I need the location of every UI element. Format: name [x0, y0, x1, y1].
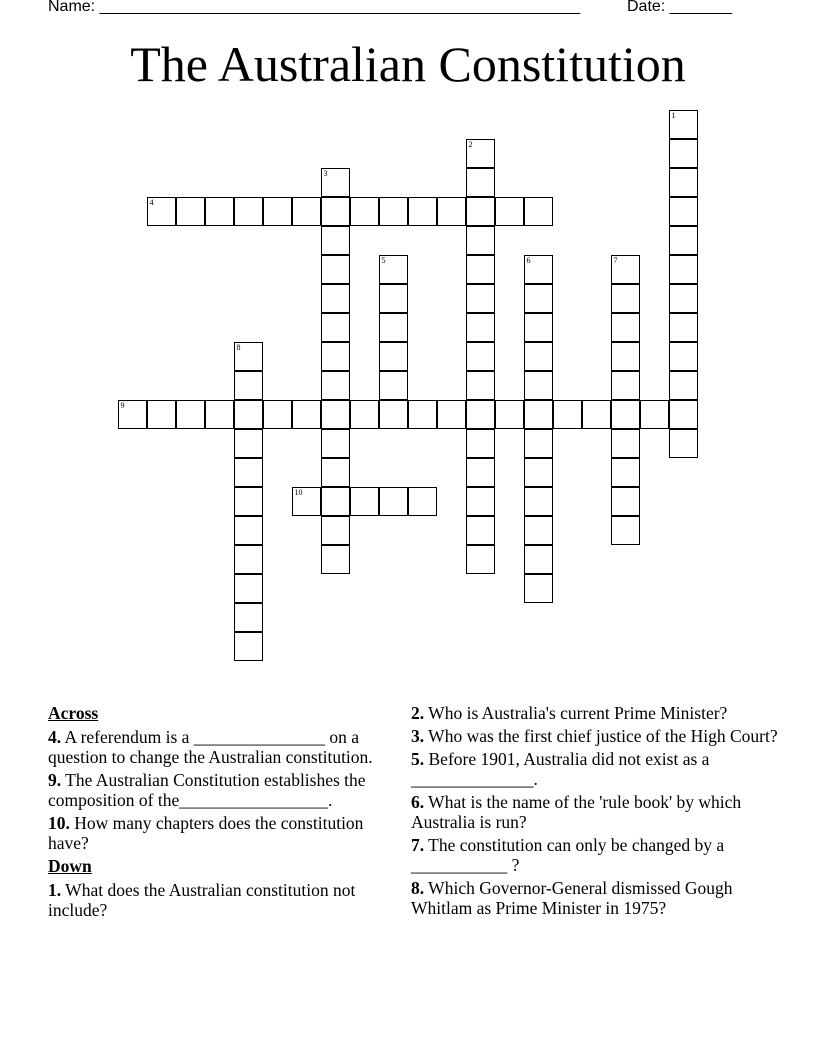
- crossword-cell[interactable]: [234, 429, 263, 458]
- crossword-cell[interactable]: [669, 255, 698, 284]
- crossword-cell[interactable]: [466, 458, 495, 487]
- crossword-cell[interactable]: [379, 284, 408, 313]
- crossword-cell[interactable]: [466, 313, 495, 342]
- clue-across-10: [48, 813, 393, 853]
- clue-text: What is the name of the 'rule book' by which Australia is run?: [411, 792, 742, 832]
- page-title: The Australian Constitution: [130, 36, 686, 92]
- crossword-cell[interactable]: [205, 400, 234, 429]
- crossword-cell[interactable]: [524, 487, 553, 516]
- crossword-cell[interactable]: [466, 429, 495, 458]
- crossword-cell[interactable]: [669, 284, 698, 313]
- clue-text: A referendum is a _______________ on a question to change the Australian constitution.: [48, 727, 373, 767]
- clue-number: 3.: [411, 726, 425, 746]
- crossword-cell[interactable]: [553, 400, 582, 429]
- crossword-cell[interactable]: [524, 342, 553, 371]
- crossword-cell[interactable]: [524, 371, 553, 400]
- crossword-cell[interactable]: [611, 429, 640, 458]
- crossword-cell[interactable]: [466, 197, 495, 226]
- crossword-cell[interactable]: [234, 632, 263, 661]
- crossword-cell[interactable]: [379, 313, 408, 342]
- clue-number: 2.: [411, 703, 425, 723]
- crossword-cell[interactable]: [611, 487, 640, 516]
- clue-number-label: 7: [613, 256, 618, 265]
- crossword-cell[interactable]: [321, 487, 350, 516]
- clue-number: 4.: [48, 727, 62, 747]
- crossword-cell[interactable]: [437, 400, 466, 429]
- crossword-cell[interactable]: [176, 400, 205, 429]
- clue-number: 9.: [48, 770, 62, 790]
- crossword-cell[interactable]: [466, 284, 495, 313]
- crossword-cell[interactable]: [321, 226, 350, 255]
- clue-across-9: [48, 770, 393, 810]
- crossword-cell[interactable]: [669, 371, 698, 400]
- crossword-cell[interactable]: [669, 226, 698, 255]
- crossword-cell[interactable]: [466, 371, 495, 400]
- crossword-cell[interactable]: [524, 458, 553, 487]
- crossword-cell[interactable]: [669, 429, 698, 458]
- clue-down-2: [411, 703, 781, 723]
- clue-number-label: 10: [294, 488, 303, 497]
- crossword-cell[interactable]: [466, 255, 495, 284]
- across-heading: Across: [48, 703, 99, 723]
- crossword-cell[interactable]: [321, 255, 350, 284]
- clue-number-label: 4: [149, 198, 154, 207]
- crossword-cell[interactable]: [669, 110, 698, 139]
- clue-down-3: [411, 726, 781, 746]
- crossword-cell[interactable]: [205, 197, 234, 226]
- crossword-cell[interactable]: [582, 400, 611, 429]
- crossword-cell[interactable]: [466, 400, 495, 429]
- clue-number: 5.: [411, 749, 425, 769]
- clue-text: Who is Australia's current Prime Minister?: [424, 703, 728, 723]
- crossword-cell[interactable]: [669, 168, 698, 197]
- crossword-cell[interactable]: [524, 545, 553, 574]
- crossword-cell[interactable]: [234, 603, 263, 632]
- clue-text: Who was the first chief justice of the High Court?: [424, 726, 778, 746]
- clue-number: 1.: [48, 880, 62, 900]
- crossword-cell[interactable]: [379, 342, 408, 371]
- crossword-cell[interactable]: [669, 197, 698, 226]
- crossword-cell[interactable]: [640, 400, 669, 429]
- clue-down-5: [411, 749, 781, 789]
- crossword-cell[interactable]: [234, 458, 263, 487]
- crossword-cell[interactable]: [495, 197, 524, 226]
- crossword-cell[interactable]: [321, 168, 350, 197]
- date-field[interactable]: Date: _______: [627, 0, 732, 15]
- crossword-cell[interactable]: [321, 313, 350, 342]
- clue-number-label: 2: [468, 140, 473, 149]
- clue-text: Which Governor-General dismissed Gough Whitlam as Prime Minister in 1975?: [411, 878, 733, 918]
- crossword-cell[interactable]: [611, 516, 640, 545]
- clue-down-7: [411, 835, 781, 875]
- crossword-cell[interactable]: [234, 371, 263, 400]
- down-heading: Down: [48, 856, 92, 876]
- crossword-cell[interactable]: [611, 371, 640, 400]
- clue-number-label: 3: [323, 169, 328, 178]
- crossword-cell[interactable]: [408, 197, 437, 226]
- crossword-cell[interactable]: [234, 516, 263, 545]
- crossword-cell[interactable]: [234, 197, 263, 226]
- crossword-cell[interactable]: [611, 284, 640, 313]
- crossword-cell[interactable]: [611, 313, 640, 342]
- crossword-cell[interactable]: [524, 400, 553, 429]
- crossword-cell[interactable]: [234, 400, 263, 429]
- crossword-cell[interactable]: [263, 400, 292, 429]
- clue-text: Before 1901, Australia did not exist as a ______________.: [411, 749, 710, 789]
- crossword-cell[interactable]: [350, 487, 379, 516]
- crossword-cell[interactable]: [321, 516, 350, 545]
- crossword-cell[interactable]: [466, 226, 495, 255]
- crossword-cell[interactable]: [379, 371, 408, 400]
- clue-down-6: [411, 792, 781, 832]
- crossword-cell[interactable]: [321, 545, 350, 574]
- clue-number-label: 5: [381, 256, 386, 265]
- clue-number-label: 1: [671, 111, 676, 120]
- crossword-cell[interactable]: [524, 574, 553, 603]
- clue-number-label: 8: [236, 343, 241, 352]
- crossword-cell[interactable]: [466, 545, 495, 574]
- clue-number-label: 6: [526, 256, 531, 265]
- crossword-cell[interactable]: [292, 400, 321, 429]
- crossword-cell[interactable]: [379, 197, 408, 226]
- clue-across-4: [48, 727, 393, 767]
- crossword-cell[interactable]: [350, 197, 379, 226]
- crossword-cell[interactable]: [669, 313, 698, 342]
- crossword-cell[interactable]: [466, 487, 495, 516]
- crossword-cell[interactable]: [466, 168, 495, 197]
- crossword-cell[interactable]: [524, 313, 553, 342]
- crossword-cell[interactable]: [408, 400, 437, 429]
- crossword-cell[interactable]: [147, 400, 176, 429]
- crossword-cell[interactable]: [321, 342, 350, 371]
- crossword-cell[interactable]: [466, 342, 495, 371]
- crossword-cell[interactable]: [466, 139, 495, 168]
- crossword-cell[interactable]: [292, 197, 321, 226]
- crossword-cell[interactable]: [495, 400, 524, 429]
- crossword-cell[interactable]: [147, 197, 176, 226]
- crossword-cell[interactable]: [234, 545, 263, 574]
- crossword-cell[interactable]: [611, 400, 640, 429]
- clue-number: 7.: [411, 835, 425, 855]
- clues-column-right: [411, 703, 781, 921]
- crossword-cell[interactable]: [379, 487, 408, 516]
- crossword-cell[interactable]: [524, 429, 553, 458]
- crossword-cell[interactable]: [176, 197, 205, 226]
- clue-text: The constitution can only be changed by a ___________ ?: [411, 835, 725, 875]
- crossword-cell[interactable]: [350, 400, 379, 429]
- name-field[interactable]: Name: ______________________________________________________: [48, 0, 581, 15]
- crossword-cell[interactable]: [321, 284, 350, 313]
- clue-number: 6.: [411, 792, 425, 812]
- crossword-cell[interactable]: [611, 458, 640, 487]
- crossword-cell[interactable]: [234, 342, 263, 371]
- crossword-cell[interactable]: [379, 255, 408, 284]
- crossword-cell[interactable]: [118, 400, 147, 429]
- crossword-cell[interactable]: [669, 342, 698, 371]
- crossword-cell[interactable]: [321, 458, 350, 487]
- crossword-cell[interactable]: [611, 342, 640, 371]
- crossword-cell[interactable]: [524, 197, 553, 226]
- crossword-cell[interactable]: [466, 516, 495, 545]
- crossword-cell[interactable]: [611, 255, 640, 284]
- clue-number: 8.: [411, 878, 425, 898]
- crossword-cell[interactable]: [669, 139, 698, 168]
- crossword-cell[interactable]: [234, 487, 263, 516]
- clue-text: What does the Australian constitution not include?: [48, 880, 356, 920]
- crossword-cell[interactable]: [234, 574, 263, 603]
- crossword-cell[interactable]: [379, 400, 408, 429]
- clue-number: 10.: [48, 813, 70, 833]
- clue-down-1: [48, 880, 393, 920]
- clue-down-8: [411, 878, 781, 918]
- clue-number-label: 9: [120, 401, 125, 410]
- clue-text: How many chapters does the constitution have?: [48, 813, 364, 853]
- crossword-cell[interactable]: [524, 284, 553, 313]
- crossword-cell[interactable]: [321, 429, 350, 458]
- crossword-cell[interactable]: [321, 400, 350, 429]
- crossword-cell[interactable]: [408, 487, 437, 516]
- crossword-cell[interactable]: [292, 487, 321, 516]
- clues-column-left: [48, 703, 393, 923]
- crossword-cell[interactable]: [524, 516, 553, 545]
- clue-text: The Australian Constitution establishes the composition of the_________________.: [48, 770, 366, 810]
- crossword-cell[interactable]: [437, 197, 466, 226]
- crossword-cell[interactable]: [524, 255, 553, 284]
- crossword-cell[interactable]: [321, 371, 350, 400]
- crossword-cell[interactable]: [263, 197, 292, 226]
- crossword-cell[interactable]: [669, 400, 698, 429]
- crossword-cell[interactable]: [321, 197, 350, 226]
